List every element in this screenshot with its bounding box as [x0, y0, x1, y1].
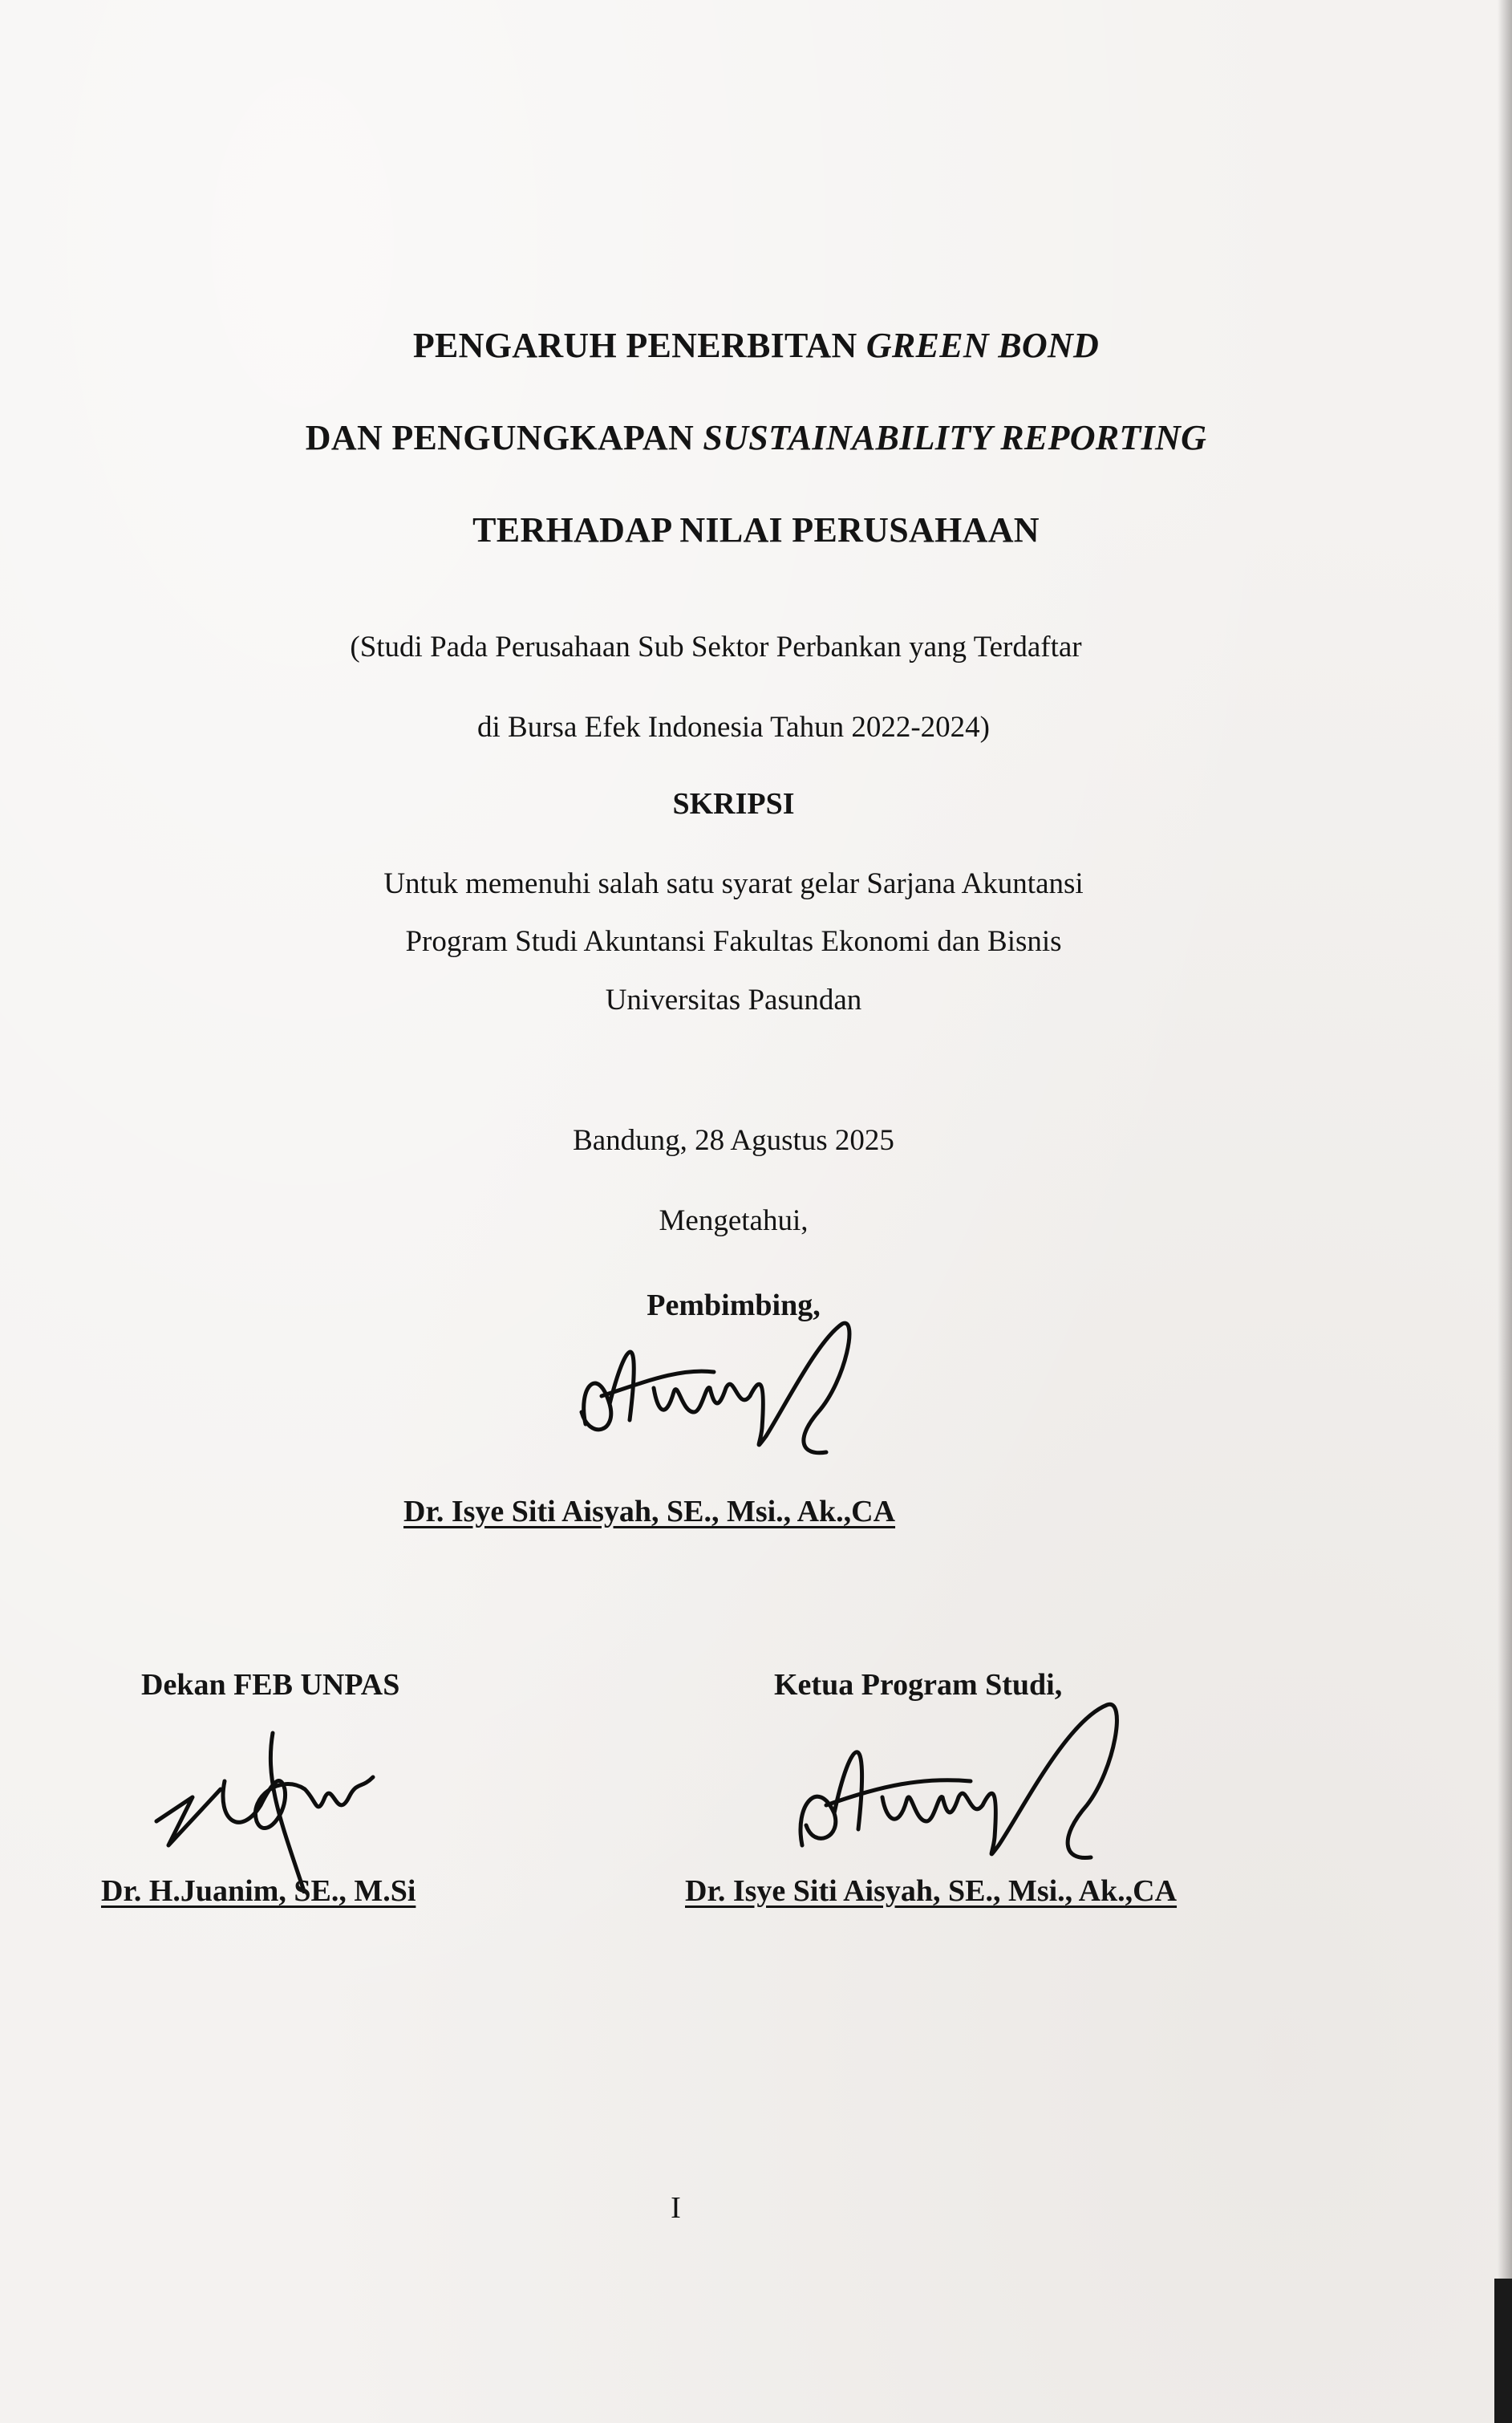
title-line-1	[0, 325, 1512, 366]
advisor-name: Dr. Isye Siti Aisyah, SE., Msi., Ak.,CA	[403, 1495, 896, 1528]
scan-corner	[1494, 2279, 1512, 2423]
place-date: Bandung, 28 Agustus 2025	[573, 1124, 894, 1157]
study-line-1: (Studi Pada Perusahaan Sub Sektor Perbankan yang Terdaftar	[350, 631, 1082, 664]
page-number: I	[671, 2191, 681, 2225]
acknowledged-label: Mengetahui,	[659, 1204, 809, 1237]
title-line-1-text: PENGARUH PENERBITAN	[412, 326, 866, 365]
title-line-2-text: DAN PENGUNGKAPAN	[305, 418, 703, 457]
advisor-role: Pembimbing,	[647, 1289, 821, 1322]
dean-signature	[144, 1701, 433, 1893]
program-head-role: Ketua Program Studi,	[774, 1668, 1063, 1702]
dean-name: Dr. H.Juanim, SE., M.Si	[101, 1874, 416, 1908]
dean-role: Dekan FEB UNPAS	[141, 1668, 400, 1702]
program-head-signature	[786, 1665, 1139, 1873]
program-head-name: Dr. Isye Siti Aisyah, SE., Msi., Ak.,CA	[685, 1874, 1178, 1908]
title-line-1-italic: GREEN BOND	[865, 326, 1100, 365]
title-line-3: TERHADAP NILAI PERUSAHAAN	[472, 510, 1040, 550]
purpose-line-1: Untuk memenuhi salah satu syarat gelar Sarjana Akuntansi	[383, 867, 1084, 900]
title-line-2-italic: SUSTAINABILITY REPORTING	[703, 418, 1207, 457]
purpose-line-3: Universitas Pasundan	[605, 984, 862, 1017]
title-line-2	[0, 417, 1512, 458]
paper-shadow-edge	[1498, 0, 1512, 2423]
purpose-line-2: Program Studi Akuntansi Fakultas Ekonomi dan Bisnis	[405, 925, 1062, 958]
study-line-2: di Bursa Efek Indonesia Tahun 2022-2024)	[477, 711, 990, 744]
advisor-signature	[553, 1292, 874, 1484]
document-type: SKRIPSI	[672, 787, 795, 821]
